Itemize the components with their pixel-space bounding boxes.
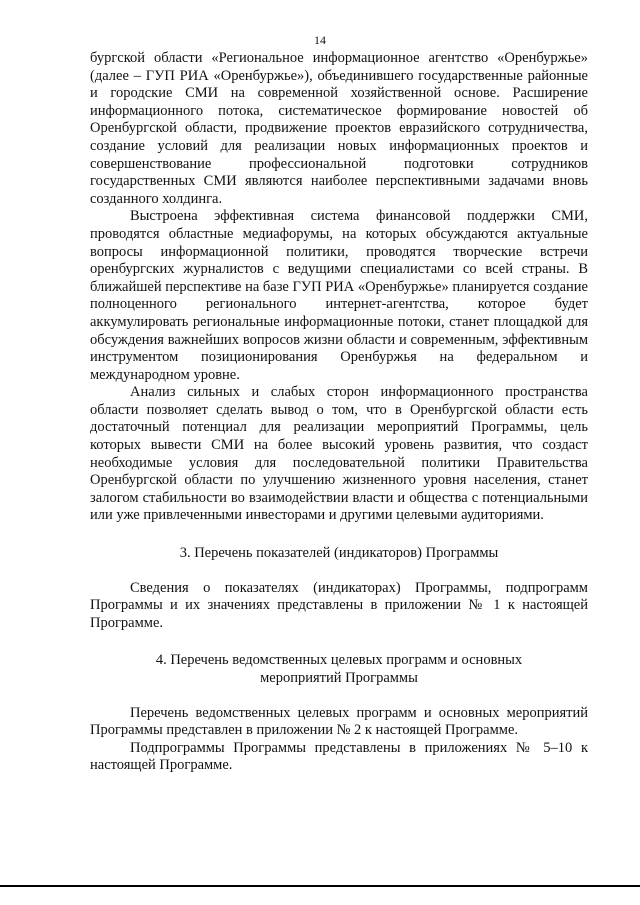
spacer	[90, 688, 588, 705]
spacer	[90, 563, 588, 580]
section-3-paragraph: Сведения о показателях (индикаторах) Программы, подпрограмм Программы и их значениях представлены в приложении № 1 к настоящей Программе.	[90, 579, 588, 631]
section-4-paragraph-1: Перечень ведомственных целевых программ и основных мероприятий Программы представлен в приложении № 2 к настоящей Программе.	[90, 704, 588, 739]
paragraph-media-support: Выстроена эффективная система финансовой поддержки СМИ, проводятся областные медиафорумы, на которых обсуждаются актуальные вопросы информационной политики, проводятся творческие встречи оренбургских журналистов с ведущими специалистами со всей страны. В ближайшей перспективе на базе ГУП РИА «Оренбуржье» планируется создание полноценного регионального интернет-агентства, которое будет аккумулировать региональные информационные потоки, станет площадкой для обсуждения важнейших вопросов жизни области и современным, эффективным инструментом позиционирования Оренбуржья на федеральном и международном уровне.	[90, 208, 588, 383]
page-bottom-rule	[0, 885, 640, 887]
paragraph-holding: бургской области «Региональное информационное агентство «Оренбуржье» (далее – ГУП РИА «Оренбуржье»), объединившего государственные районные и городские СМИ на современной хозяйственной основе. Расширение информационного потока, систематическое формирование новостей об Оренбургской области, продвижение проектов евразийского сотрудничества, создание условий для реализации новых информационных проектов и совершенствование профессиональной подготовки сотрудников государственных СМИ являются наиболее перспективными задачами вновь созданного холдинга.	[90, 50, 588, 207]
spacer	[90, 632, 588, 652]
section-4-paragraph-2: Подпрограммы Программы представлены в приложениях № 5–10 к настоящей Программе.	[90, 739, 588, 774]
section-4-heading-line-2: мероприятий Программы	[260, 670, 418, 686]
document-body	[90, 50, 588, 775]
section-4-heading-line-1: 4. Перечень ведомственных целевых программ и основных	[155, 652, 523, 669]
spacer	[90, 525, 588, 545]
page-number: 14	[314, 33, 326, 47]
paragraph-analysis: Анализ сильных и слабых сторон информационного пространства области позволяет сделать вывод о том, что в Оренбургской области есть достаточный потенциал для реализации мероприятий Программы, цель которых вывести СМИ на более высокий уровень развития, что создаст необходимые условия для последовательной политики Правительства Оренбургской области по улучшению жизненного уровня населения, станет залогом стабильности во взаимодействии власти и общества с потенциальными или уже привлеченными инвесторами и другими целевыми аудиториями.	[90, 384, 588, 524]
section-3-heading: 3. Перечень показателей (индикаторов) Программы	[179, 545, 499, 562]
